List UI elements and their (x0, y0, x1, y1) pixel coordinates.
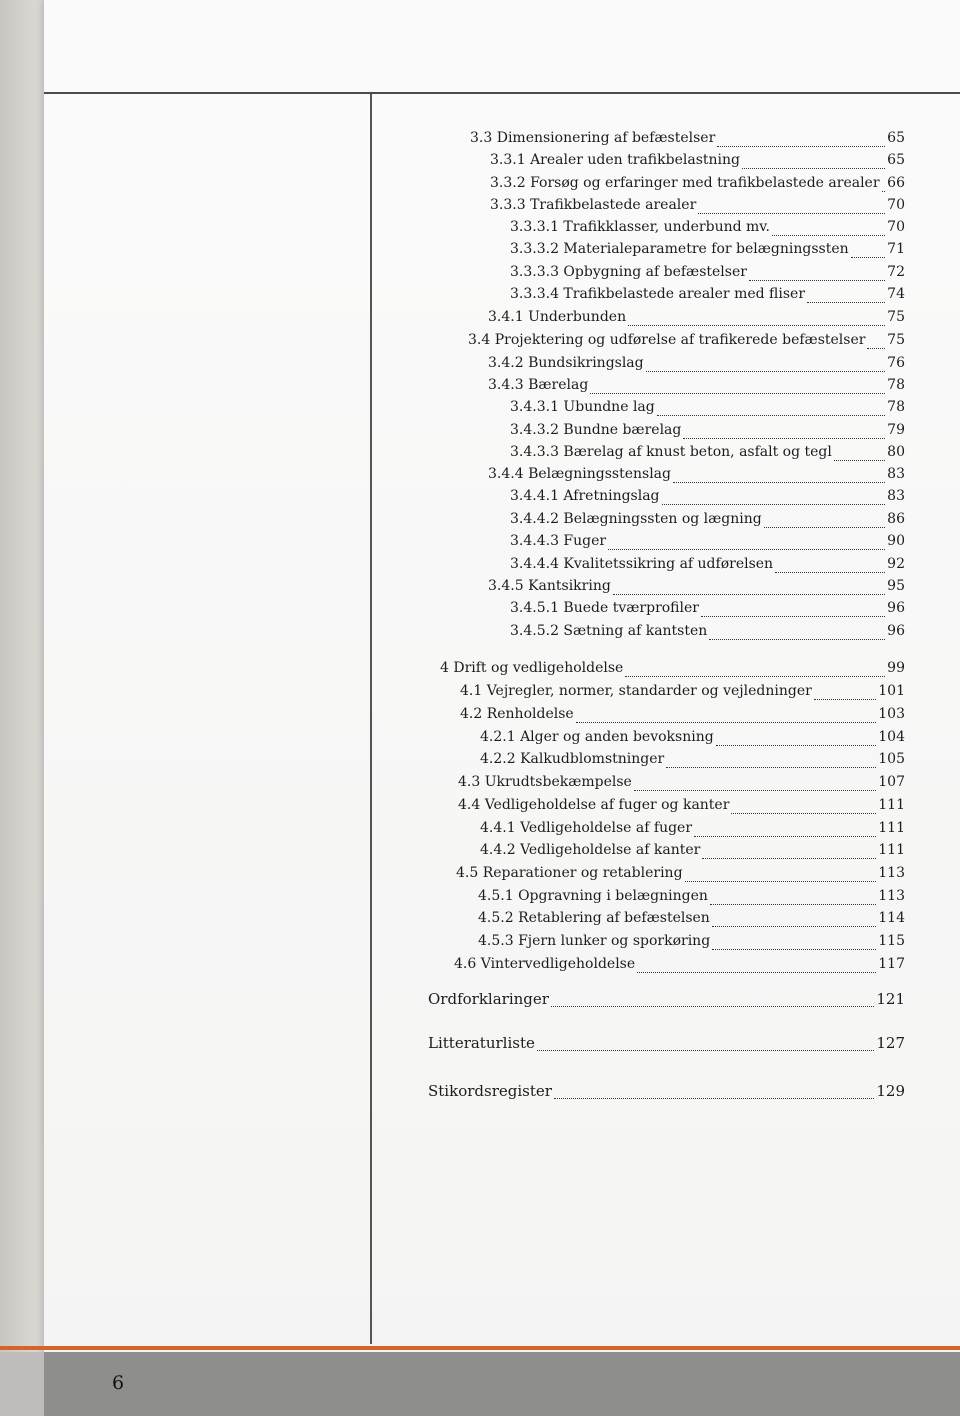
toc-entry (478, 888, 905, 910)
dot-leader (608, 549, 885, 550)
toc-entry-page: 114 (878, 910, 905, 926)
toc-entry-page: 111 (878, 842, 905, 858)
dot-leader (613, 594, 885, 595)
toc-entry (488, 355, 905, 377)
toc-entry-page: 129 (876, 1082, 905, 1100)
toc-entry (490, 152, 905, 174)
toc-entry-title: 4.5.1 Opgravning i belægningen (478, 888, 708, 904)
dot-leader (775, 572, 885, 573)
dot-leader (709, 639, 885, 640)
toc-entry-title: 3.3 Dimensionering af befæstelser (470, 130, 716, 146)
toc-entry-title: 3.4.2 Bundsikringslag (488, 355, 644, 371)
footer-bar (0, 1352, 960, 1416)
toc-entry-page: 72 (887, 264, 905, 280)
toc-entry-page: 95 (887, 578, 905, 594)
toc-entry (510, 488, 905, 510)
dot-leader (551, 1006, 874, 1007)
toc-entry (478, 933, 905, 955)
dot-leader (634, 790, 876, 791)
toc-entry-page: 96 (887, 623, 905, 639)
toc-entry (488, 466, 905, 488)
toc-entry-title: 4.5 Reparationer og retablering (456, 865, 683, 881)
dot-leader (814, 699, 876, 700)
toc-entry (480, 842, 905, 864)
toc-entry-title: 3.3.3.1 Trafikklasser, underbund mv. (510, 219, 770, 235)
toc-entry-page: 78 (887, 399, 905, 415)
dot-leader (712, 949, 876, 950)
toc-entry-title: 4.2 Renholdelse (460, 706, 574, 722)
toc-entry-title: 3.4.4.1 Afretningslag (510, 488, 660, 504)
toc-entry-title: 3.4.5 Kantsikring (488, 578, 611, 594)
toc-entry-title: 4.5.3 Fjern lunker og sporkøring (478, 933, 711, 949)
dot-leader (834, 460, 885, 461)
toc-entry-page: 96 (887, 600, 905, 616)
toc-entry (478, 910, 905, 932)
footer-bar-edge (0, 1352, 44, 1416)
dot-leader (867, 348, 885, 349)
toc-entry-page: 66 (887, 175, 905, 191)
toc-entry-page: 99 (887, 660, 905, 676)
header-rule (44, 92, 960, 94)
dot-leader (637, 972, 876, 973)
toc-entry (488, 377, 905, 399)
toc-entry-title: Stikordsregister (428, 1082, 552, 1100)
toc-entry-page: 70 (887, 197, 905, 213)
toc-entry (428, 990, 905, 1012)
dot-leader (772, 235, 885, 236)
toc-entry (460, 683, 905, 705)
toc-entry (510, 533, 905, 555)
toc-entry (460, 706, 905, 728)
toc-entry-page: 79 (887, 422, 905, 438)
toc-entry-page: 105 (878, 751, 905, 767)
dot-leader (554, 1098, 874, 1099)
dot-leader (646, 371, 886, 372)
dot-leader (807, 302, 885, 303)
toc-entry-title: 4.4.2 Vedligeholdelse af kanter (480, 842, 701, 858)
dot-leader (712, 926, 876, 927)
toc-entry (510, 511, 905, 533)
toc-entry-title: 3.3.3.3 Opbygning af befæstelser (510, 264, 747, 280)
toc-entry-page: 75 (887, 309, 905, 325)
toc-entry-title: 3.4.5.1 Buede tværprofiler (510, 600, 699, 616)
toc-entry (510, 623, 905, 645)
toc-entry (510, 286, 905, 308)
toc-entry-title: 3.3.3.4 Trafikbelastede arealer med fliser (510, 286, 806, 302)
toc-entry-page: 115 (878, 933, 905, 949)
dot-leader (673, 482, 885, 483)
toc-entry (428, 1034, 905, 1056)
dot-leader (685, 881, 877, 882)
toc-entry-title: Ordforklaringer (428, 990, 549, 1008)
footer-accent-line (0, 1346, 960, 1350)
dot-leader (702, 858, 876, 859)
column-divider (370, 94, 372, 1344)
toc-entry-page: 83 (887, 488, 905, 504)
toc-entry (488, 578, 905, 600)
toc-entry-page: 83 (887, 466, 905, 482)
toc-entry (510, 556, 905, 578)
dot-leader (710, 904, 876, 905)
toc-entry-title: 4.3 Ukrudtsbekæmpelse (458, 774, 632, 790)
toc-entry-title: 4.5.2 Retablering af befæstelsen (478, 910, 710, 926)
toc-entry-page: 65 (887, 130, 905, 146)
toc-entry-page: 103 (878, 706, 905, 722)
toc-entry (510, 399, 905, 421)
toc-entry-title: 3.4.4.2 Belægningssten og lægning (510, 511, 762, 527)
toc-entry-page: 121 (876, 990, 905, 1008)
toc-entry-title: 3.3.3.2 Materialeparametre for belægningssten (510, 241, 849, 257)
toc-entry-page: 78 (887, 377, 905, 393)
dot-leader (749, 280, 885, 281)
toc-entry-title: 3.3.3 Trafikbelastede arealer (490, 197, 697, 213)
toc-entry-title: 3.4.4.4 Kvalitetssikring af udførelsen (510, 556, 774, 572)
toc-entry-page: 75 (887, 332, 905, 348)
toc-entry (490, 197, 905, 219)
toc-entry-title: 4.6 Vintervedligeholdelse (454, 956, 636, 972)
toc-entry (510, 219, 905, 241)
toc-entry-page: 71 (887, 241, 905, 257)
toc-entry-title: 4 Drift og vedligeholdelse (440, 660, 624, 676)
toc-entry (458, 797, 905, 819)
toc-entry (480, 751, 905, 773)
dot-leader (731, 813, 876, 814)
toc-entry (510, 600, 905, 622)
toc-entry-title: 3.4.4.3 Fuger (510, 533, 607, 549)
toc-entry (510, 241, 905, 263)
dot-leader (764, 527, 885, 528)
toc-entry-title: 3.4.5.2 Sætning af kantsten (510, 623, 708, 639)
dot-leader (716, 745, 877, 746)
toc-entry-title: 3.4.3.3 Bærelag af knust beton, asfalt og tegl (510, 444, 832, 460)
dot-leader (882, 191, 886, 192)
toc-entry-page: 92 (887, 556, 905, 572)
dot-leader (657, 415, 885, 416)
toc-entry-title: 4.2.2 Kalkudblomstninger (480, 751, 665, 767)
toc-entry (456, 865, 905, 887)
dot-leader (701, 616, 885, 617)
toc-entry (468, 332, 905, 354)
toc-entry-page: 107 (878, 774, 905, 790)
toc-entry-title: 4.4 Vedligeholdelse af fuger og kanter (458, 797, 730, 813)
toc-entry (510, 264, 905, 286)
dot-leader (683, 438, 885, 439)
dot-leader (576, 722, 877, 723)
toc-entry (480, 820, 905, 842)
toc-entry-page: 113 (878, 888, 905, 904)
toc-entry (458, 774, 905, 796)
toc-entry-page: 90 (887, 533, 905, 549)
dot-leader (590, 393, 885, 394)
toc-entry-page: 86 (887, 511, 905, 527)
toc-entry (480, 729, 905, 751)
toc-entry (510, 444, 905, 466)
toc-entry-title: 3.4.3.1 Ubundne lag (510, 399, 655, 415)
toc-entry-title: 3.4.3.2 Bundne bærelag (510, 422, 682, 438)
toc-entry (440, 660, 905, 682)
dot-leader (662, 504, 886, 505)
toc-entry-title: Litteraturliste (428, 1034, 535, 1052)
toc-entry-title: 4.1 Vejregler, normer, standarder og vejledninger (460, 683, 812, 699)
dot-leader (628, 325, 885, 326)
dot-leader (694, 836, 876, 837)
toc-entry-title: 3.4.1 Underbunden (488, 309, 627, 325)
toc-entry (488, 309, 905, 331)
toc-entry-page: 76 (887, 355, 905, 371)
toc-entry (470, 130, 905, 152)
toc-entry (510, 422, 905, 444)
toc-entry (428, 1082, 905, 1104)
toc-entry-page: 127 (876, 1034, 905, 1052)
toc-entry-page: 117 (878, 956, 905, 972)
dot-leader (537, 1050, 874, 1051)
page-number: 6 (112, 1372, 125, 1394)
dot-leader (625, 676, 885, 677)
toc-entry-page: 65 (887, 152, 905, 168)
toc-entry-title: 4.2.1 Alger og anden bevoksning (480, 729, 714, 745)
toc-entry-title: 3.3.1 Arealer uden trafikbelastning (490, 152, 740, 168)
toc-entry-page: 101 (878, 683, 905, 699)
dot-leader (698, 213, 885, 214)
toc-entry-page: 113 (878, 865, 905, 881)
toc-entry (454, 956, 905, 978)
dot-leader (717, 146, 885, 147)
toc-entry-title: 3.4.3 Bærelag (488, 377, 589, 393)
dot-leader (666, 767, 876, 768)
toc-entry-title: 3.4.4 Belægningsstenslag (488, 466, 671, 482)
dot-leader (742, 168, 885, 169)
toc-entry-page: 74 (887, 286, 905, 302)
toc-entry-page: 104 (878, 729, 905, 745)
toc-entry (490, 175, 905, 197)
toc-entry-title: 3.4 Projektering og udførelse af trafikerede befæstelser (468, 332, 866, 348)
toc-entry-page: 111 (878, 797, 905, 813)
toc-entry-page: 80 (887, 444, 905, 460)
toc-entry-page: 111 (878, 820, 905, 836)
toc-entry-title: 4.4.1 Vedligeholdelse af fuger (480, 820, 693, 836)
toc-entry-title: 3.3.2 Forsøg og erfaringer med trafikbelastede arealer (490, 175, 880, 191)
toc-entry-page: 70 (887, 219, 905, 235)
dot-leader (851, 257, 886, 258)
